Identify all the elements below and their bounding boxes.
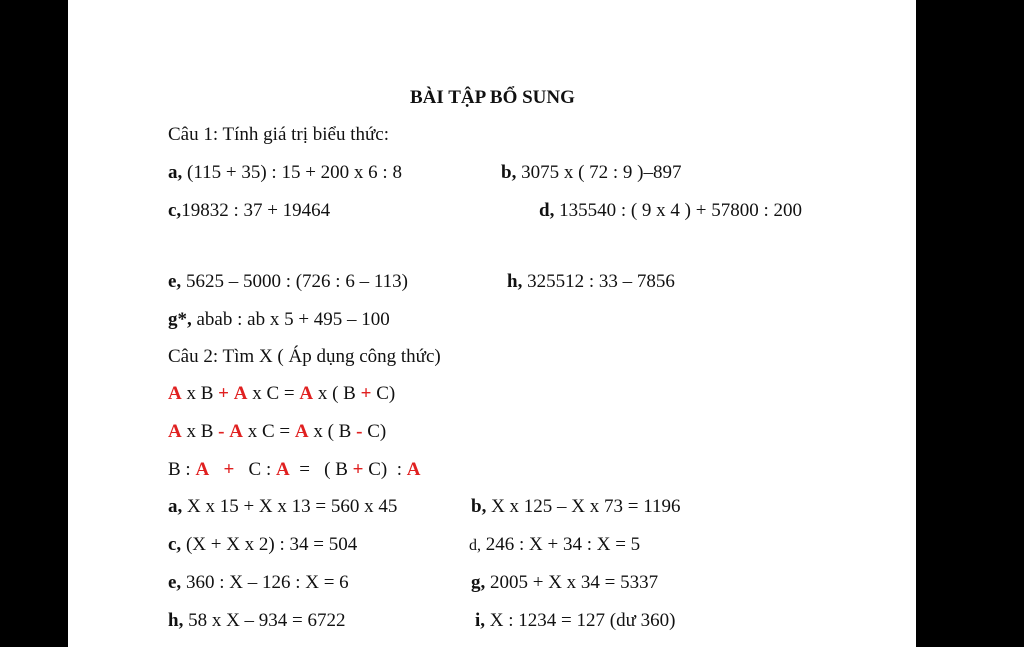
formula-term: x C = <box>247 383 300 404</box>
exercise-2g <box>471 572 658 594</box>
page-title: BÀI TẬP BỔ SUNG <box>410 87 575 108</box>
item-text: 325512 : 33 – 7856 <box>522 271 675 292</box>
exercise-1d <box>539 200 802 222</box>
item-text: 3075 x ( 72 : 9 )–897 <box>516 162 682 183</box>
formula-term: x B <box>181 383 219 404</box>
item-label: c, <box>168 534 182 555</box>
item-text: 360 : X – 126 : X = 6 <box>181 572 349 593</box>
formula-term: A <box>229 421 243 442</box>
formula-term: - <box>356 421 363 442</box>
formula-term: - <box>218 421 225 442</box>
formula-distributive-sum <box>168 383 395 405</box>
item-label: h, <box>168 610 184 631</box>
exercise-2e <box>168 572 349 594</box>
item-text: X x 15 + X x 13 = 560 x 45 <box>182 496 398 517</box>
item-text: 58 x X – 934 = 6722 <box>183 610 346 631</box>
item-text: (X + X x 2) : 34 = 504 <box>181 534 358 555</box>
item-text: X x 125 – X x 73 = 1196 <box>486 496 681 517</box>
item-label: g*, <box>168 309 192 330</box>
item-text: (115 + 35) : 15 + 200 x 6 : 8 <box>182 162 402 183</box>
item-label: c, <box>168 200 182 221</box>
formula-term: A <box>168 421 182 442</box>
formula-term: + <box>223 459 235 480</box>
item-text: X : 1234 = 127 (dư 360) <box>485 610 676 631</box>
item-label: b, <box>501 162 517 183</box>
exercise-2d <box>469 534 640 557</box>
item-text: abab : ab x 5 + 495 – 100 <box>191 309 390 330</box>
item-text: 135540 : ( 9 x 4 ) + 57800 : 200 <box>554 200 803 221</box>
exercise-2i <box>475 610 675 632</box>
item-label: i, <box>475 610 486 631</box>
exercise-2b <box>471 496 681 518</box>
exercise-1a <box>168 162 402 184</box>
formula-term: C) : <box>363 459 407 480</box>
question-1-heading: Câu 1: Tính giá trị biểu thức: <box>168 124 390 145</box>
item-text: 19832 : 37 + 19464 <box>181 200 331 221</box>
formula-distributive-difference <box>168 421 386 443</box>
formula-term: A <box>233 383 248 404</box>
formula-term: A <box>195 459 210 480</box>
exercise-1h <box>507 271 675 293</box>
formula-term: C) <box>371 383 396 404</box>
formula-term: x ( B <box>308 421 357 442</box>
formula-term: A <box>168 383 182 404</box>
item-label: a, <box>168 496 183 517</box>
item-label: e, <box>168 572 182 593</box>
exercise-1c <box>168 200 330 222</box>
formula-term: + <box>352 459 364 480</box>
formula-term: x ( B <box>313 383 361 404</box>
item-label: b, <box>471 496 487 517</box>
question-2-heading: Câu 2: Tìm X ( Áp dụng công thức) <box>168 346 441 367</box>
item-text: 246 : X + 34 : X = 5 <box>481 534 641 555</box>
item-text: 2005 + X x 34 = 5337 <box>485 572 659 593</box>
item-label: e, <box>168 271 182 292</box>
item-text: 5625 – 5000 : (726 : 6 – 113) <box>181 271 408 292</box>
formula-term: A <box>406 459 421 480</box>
formula-term: A <box>275 459 290 480</box>
formula-term: B : <box>168 459 196 480</box>
formula-term: x B <box>181 421 219 442</box>
item-label: d, <box>539 200 555 221</box>
formula-division-sum <box>168 459 421 481</box>
formula-term: C : <box>234 459 276 480</box>
formula-term: + <box>218 383 229 404</box>
formula-term: + <box>360 383 372 404</box>
item-label: d, <box>469 537 481 554</box>
exercise-2h <box>168 610 346 632</box>
exercise-2c <box>168 534 357 556</box>
formula-term <box>209 459 223 480</box>
exercise-1e <box>168 271 408 293</box>
exercise-2a <box>168 496 397 518</box>
exercise-1g <box>168 309 390 331</box>
item-label: a, <box>168 162 183 183</box>
item-label: g, <box>471 572 486 593</box>
formula-term: C) <box>362 421 387 442</box>
formula-term: A <box>299 383 314 404</box>
formula-term: x C = <box>242 421 295 442</box>
formula-term: = ( B <box>289 459 353 480</box>
formula-term: A <box>294 421 309 442</box>
exercise-1b <box>501 162 682 184</box>
item-label: h, <box>507 271 523 292</box>
document-page <box>68 0 916 647</box>
